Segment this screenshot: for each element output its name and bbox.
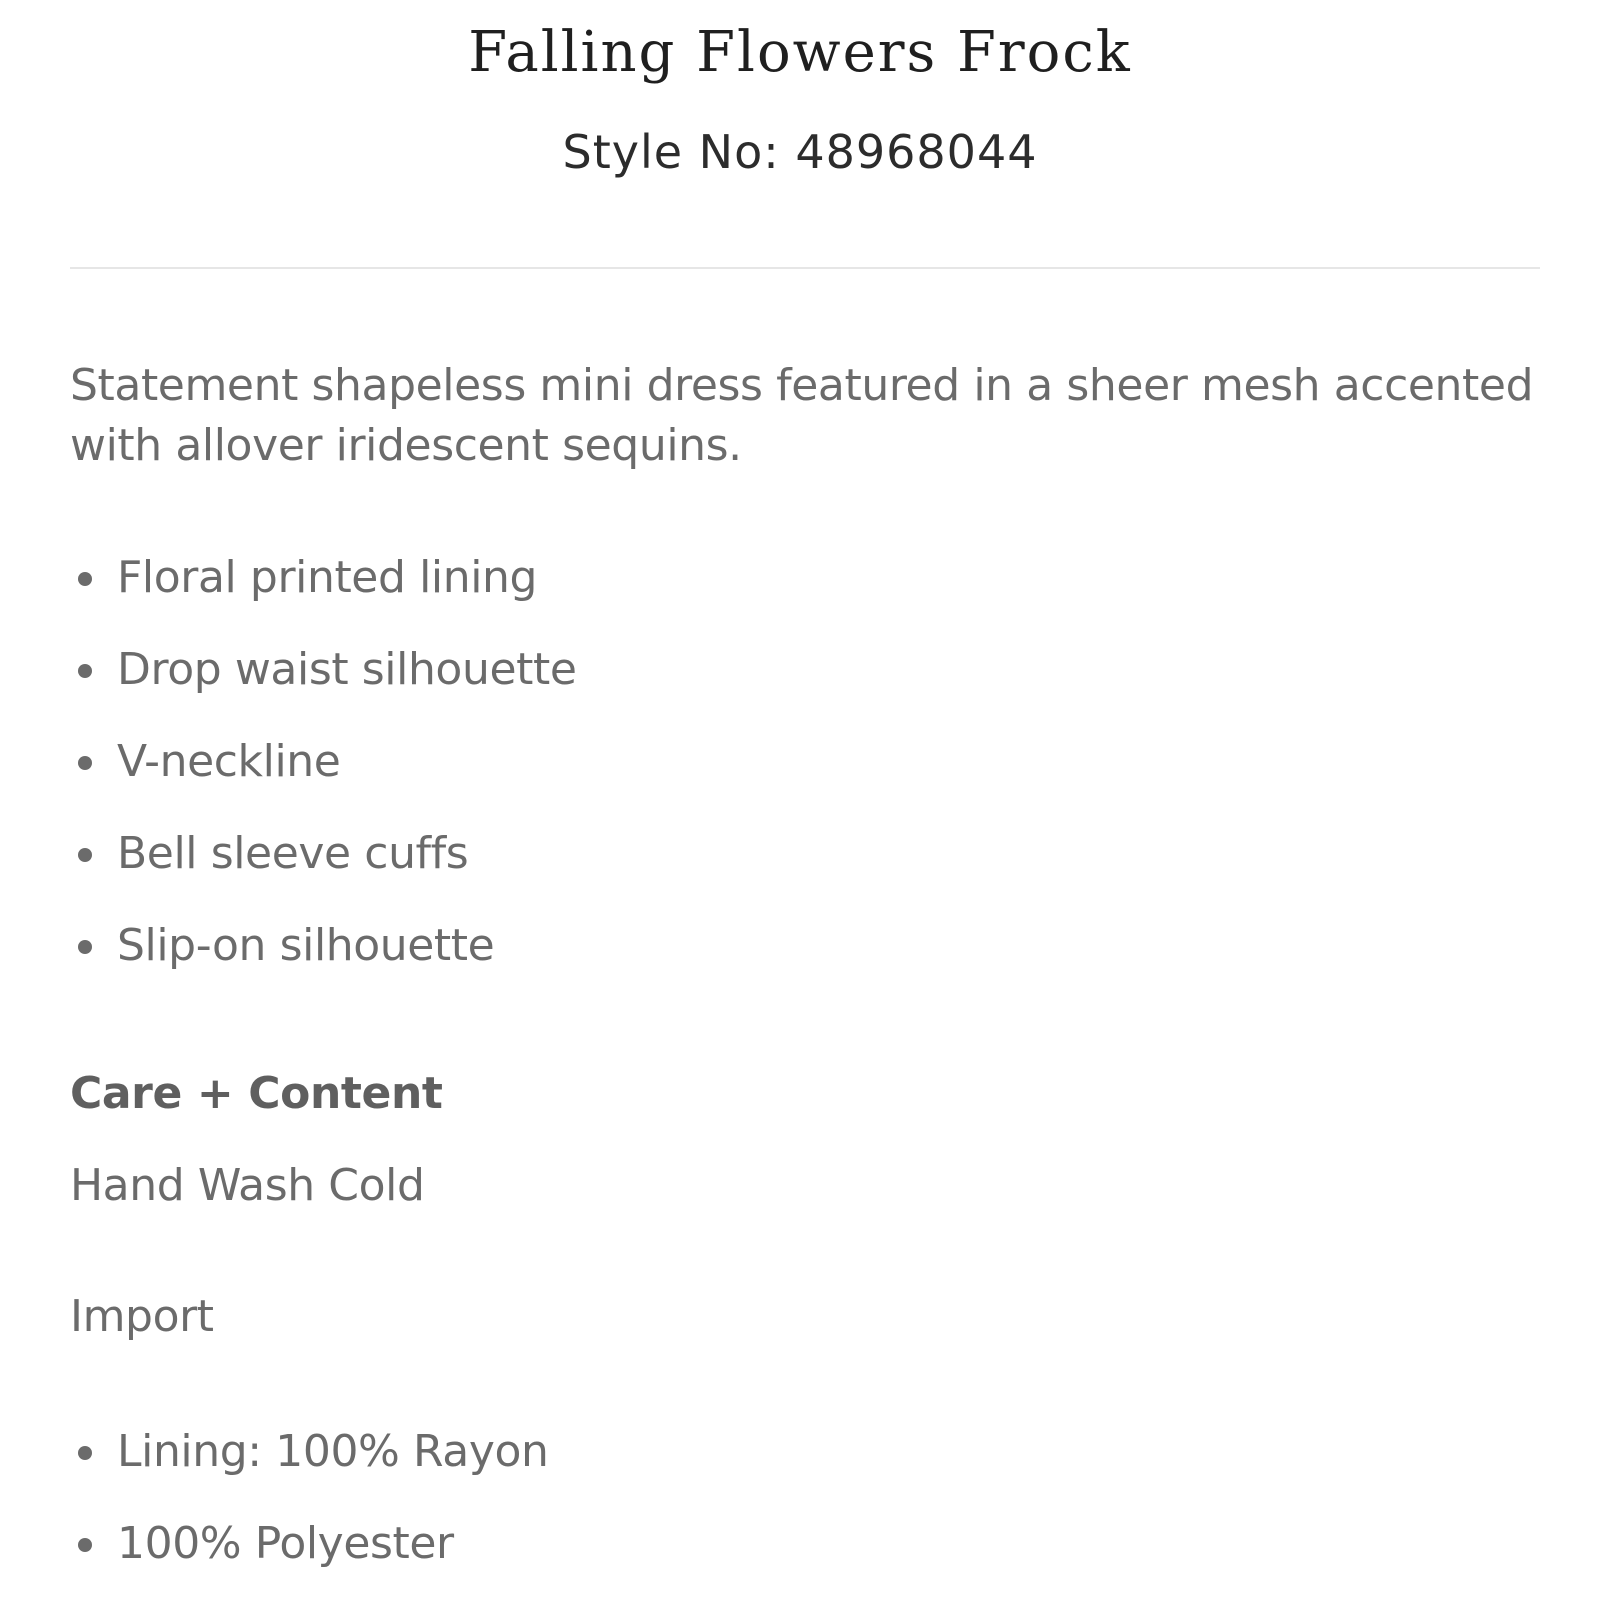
feature-item-text: Drop waist silhouette bbox=[117, 644, 577, 695]
feature-item bbox=[70, 900, 577, 992]
feature-item bbox=[70, 532, 577, 624]
feature-item-text: Slip-on silhouette bbox=[117, 920, 495, 971]
feature-item-text: Bell sleeve cuffs bbox=[117, 828, 469, 879]
style-number: Style No: 48968044 bbox=[562, 125, 1038, 179]
feature-list bbox=[70, 532, 577, 992]
material-item-text: Lining: 100% Rayon bbox=[117, 1426, 549, 1477]
material-item bbox=[70, 1498, 548, 1590]
product-title: Falling Flowers Frock bbox=[468, 20, 1132, 85]
bullet-icon bbox=[78, 1446, 92, 1460]
feature-item-text: Floral printed lining bbox=[117, 552, 538, 603]
bullet-icon bbox=[78, 664, 92, 678]
feature-item bbox=[70, 808, 577, 900]
care-wash-instructions: Hand Wash Cold bbox=[70, 1160, 425, 1211]
bullet-icon bbox=[78, 572, 92, 586]
material-item bbox=[70, 1406, 548, 1498]
care-origin: Import bbox=[70, 1291, 214, 1342]
material-item-text: 100% Polyester bbox=[117, 1518, 454, 1569]
feature-item bbox=[70, 624, 577, 716]
material-list bbox=[70, 1406, 548, 1590]
section-divider bbox=[70, 267, 1540, 269]
bullet-icon bbox=[78, 756, 92, 770]
product-description: Statement shapeless mini dress featured in a sheer mesh accented with allover iridescent sequins. bbox=[70, 360, 1534, 471]
care-content-heading: Care + Content bbox=[70, 1068, 443, 1119]
bullet-icon bbox=[78, 940, 92, 954]
feature-item-text: V-neckline bbox=[117, 736, 341, 787]
bullet-icon bbox=[78, 1538, 92, 1552]
bullet-icon bbox=[78, 848, 92, 862]
feature-item bbox=[70, 716, 577, 808]
